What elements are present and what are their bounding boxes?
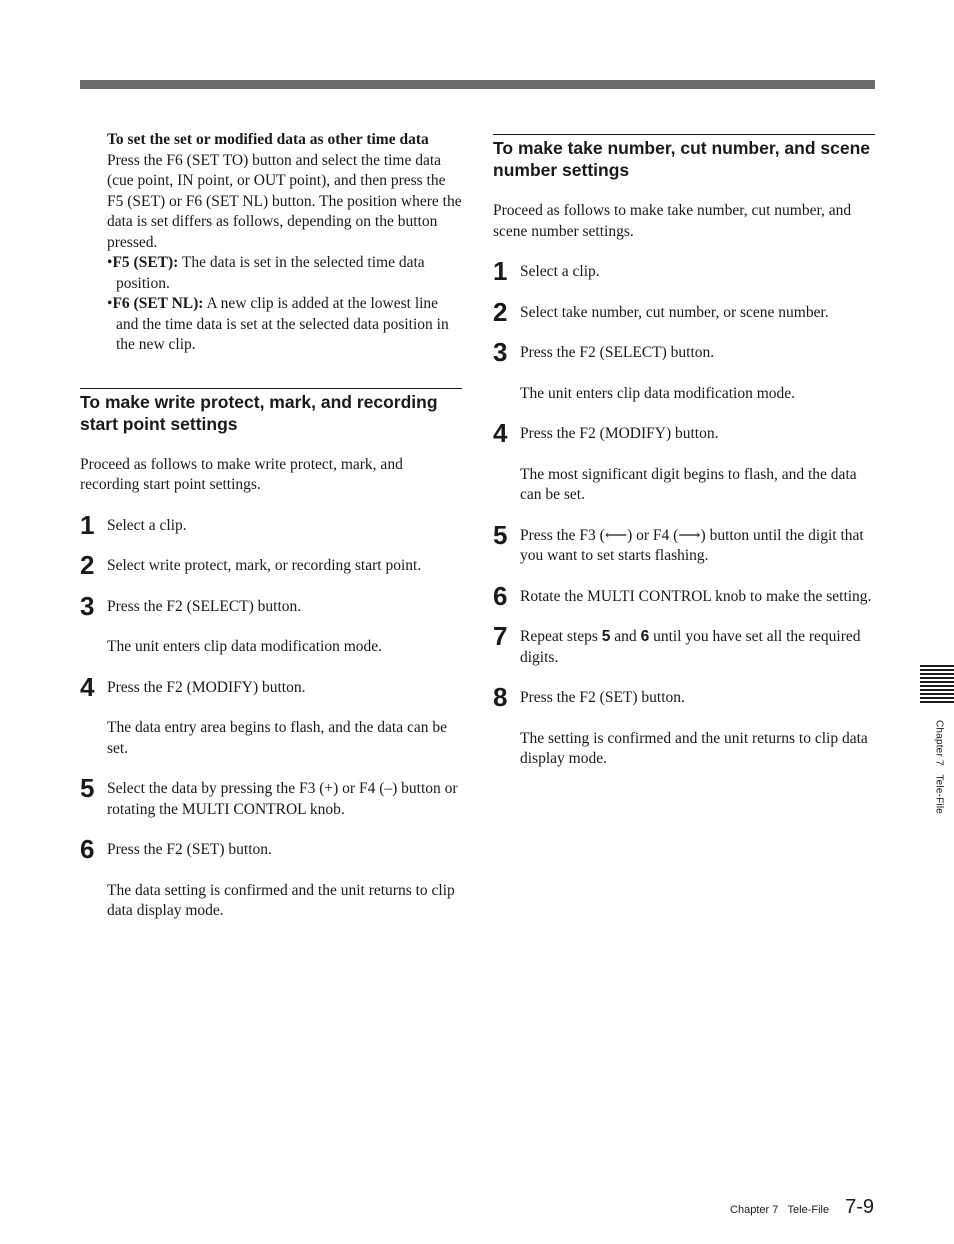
- step-text: Press the F2 (SELECT) button.: [107, 597, 302, 615]
- step-text: Select write protect, mark, or recording start point.: [107, 557, 422, 574]
- page-footer: [730, 1197, 874, 1221]
- step-number: 8: [493, 682, 508, 712]
- step-note: The setting is confirmed and the unit returns to clip data display mode.: [520, 729, 868, 767]
- step-note: The data entry area begins to flash, and the data can be set.: [107, 719, 447, 757]
- left-arrow-icon: ⟵: [604, 526, 628, 544]
- section-title: To make write protect, mark, and recording start point settings: [80, 388, 462, 435]
- step-text: Select a clip.: [520, 263, 600, 280]
- step-number: 2: [80, 550, 95, 580]
- step-number: 2: [493, 296, 508, 327]
- step-note: The data setting is confirmed and the unit returns to clip data display mode.: [107, 881, 455, 919]
- step-number: 6: [493, 580, 508, 611]
- right-column: [493, 130, 875, 770]
- step-text-part: Repeat steps: [520, 628, 602, 645]
- step-item: [80, 509, 462, 540]
- step-number: 3: [493, 337, 508, 367]
- step-note: The unit enters clip data modification mode.: [520, 384, 796, 402]
- step-text: Select a clip.: [107, 516, 187, 534]
- step-text: [520, 627, 875, 668]
- step-text: Press the F2 (MODIFY) button.: [107, 678, 306, 696]
- step-reference: 5: [601, 628, 611, 645]
- step-text: [520, 526, 875, 567]
- step-number: 4: [80, 671, 95, 702]
- step-number: 4: [493, 418, 508, 448]
- step-number: 1: [80, 509, 95, 540]
- step-item: [493, 337, 875, 367]
- section-intro: Proceed as follows to make take number, cut number, and scene number settings.: [493, 202, 852, 240]
- step-number: 1: [493, 256, 508, 286]
- step-item: [493, 621, 875, 668]
- thumb-index: [920, 665, 954, 705]
- step-item: [493, 519, 875, 567]
- step-item: [493, 580, 875, 611]
- right-arrow-icon: ⟶: [678, 526, 701, 544]
- step-number: 7: [493, 621, 508, 651]
- step-note: The most significant digit begins to flash, and the data can be set.: [520, 465, 857, 503]
- bullet-mark: •: [107, 254, 113, 271]
- header-rule: [80, 80, 875, 89]
- footer-chapter: Chapter 7: [730, 1204, 779, 1216]
- step-number: 3: [80, 590, 95, 621]
- bullet-mark: •: [107, 295, 113, 312]
- page-number: 7-9: [845, 1196, 874, 1218]
- step-item: [80, 550, 462, 580]
- bullet-text: The data is set in the selected time data position.: [116, 254, 425, 292]
- section-intro: Proceed as follows to make write protect, mark, and recording start point settings.: [80, 455, 403, 493]
- subheading: To set the set or modified data as other time data: [107, 131, 429, 148]
- step-item: [493, 296, 875, 327]
- step-item: [493, 256, 875, 286]
- step-number: 5: [493, 519, 508, 550]
- side-chapter-label: Chapter 7 Tele-File: [933, 720, 945, 815]
- step-item: [80, 671, 462, 702]
- bullet-item: [107, 253, 462, 294]
- step-text: Press the F2 (SET) button.: [520, 689, 685, 706]
- bullet-item: [107, 294, 462, 356]
- step-item: [80, 590, 462, 621]
- step-text-part: ) or F4 (: [627, 526, 679, 544]
- step-text: Rotate the MULTI CONTROL knob to make the setting.: [520, 587, 872, 605]
- step-reference: 6: [640, 628, 650, 645]
- bullet-term: F5 (SET):: [112, 254, 179, 271]
- bullet-text: A new clip is added at the lowest line and the time data is set at the selected data position in the new clip.: [116, 295, 449, 353]
- step-number: 6: [80, 834, 95, 864]
- step-text: Press the F2 (SET) button.: [107, 841, 272, 858]
- step-text: Press the F2 (MODIFY) button.: [520, 425, 719, 442]
- step-note: The unit enters clip data modification mode.: [107, 638, 383, 655]
- step-number: 5: [80, 773, 95, 803]
- step-text-part: ) button until the digit that you want to set starts flashing.: [520, 526, 864, 564]
- left-column: [80, 130, 462, 922]
- section-title: To make take number, cut number, and scene number settings: [493, 134, 875, 181]
- step-item: [80, 834, 462, 864]
- step-text-part: until you have set all the required digits.: [520, 628, 861, 666]
- step-text-part: and: [610, 628, 641, 645]
- step-item: [80, 773, 462, 820]
- step-text: Select take number, cut number, or scene number.: [520, 303, 829, 321]
- bullet-term: F6 (SET NL):: [112, 295, 204, 312]
- footer-title: Tele-File: [787, 1204, 830, 1216]
- step-item: [493, 682, 875, 712]
- step-text-part: Press the F3 (: [520, 526, 605, 544]
- paragraph: Press the F6 (SET TO) button and select the time data (cue point, IN point, or OUT point), and then press the F5 (SET) or F6 (SET NL) button. The position where the data is set differs as follows, depending on the button pressed.: [107, 151, 462, 251]
- step-item: [493, 418, 875, 448]
- step-text: Press the F2 (SELECT) button.: [520, 344, 715, 361]
- step-text: Select the data by pressing the F3 (+) or F4 (–) button or rotating the MULTI CONTROL knob.: [107, 780, 458, 818]
